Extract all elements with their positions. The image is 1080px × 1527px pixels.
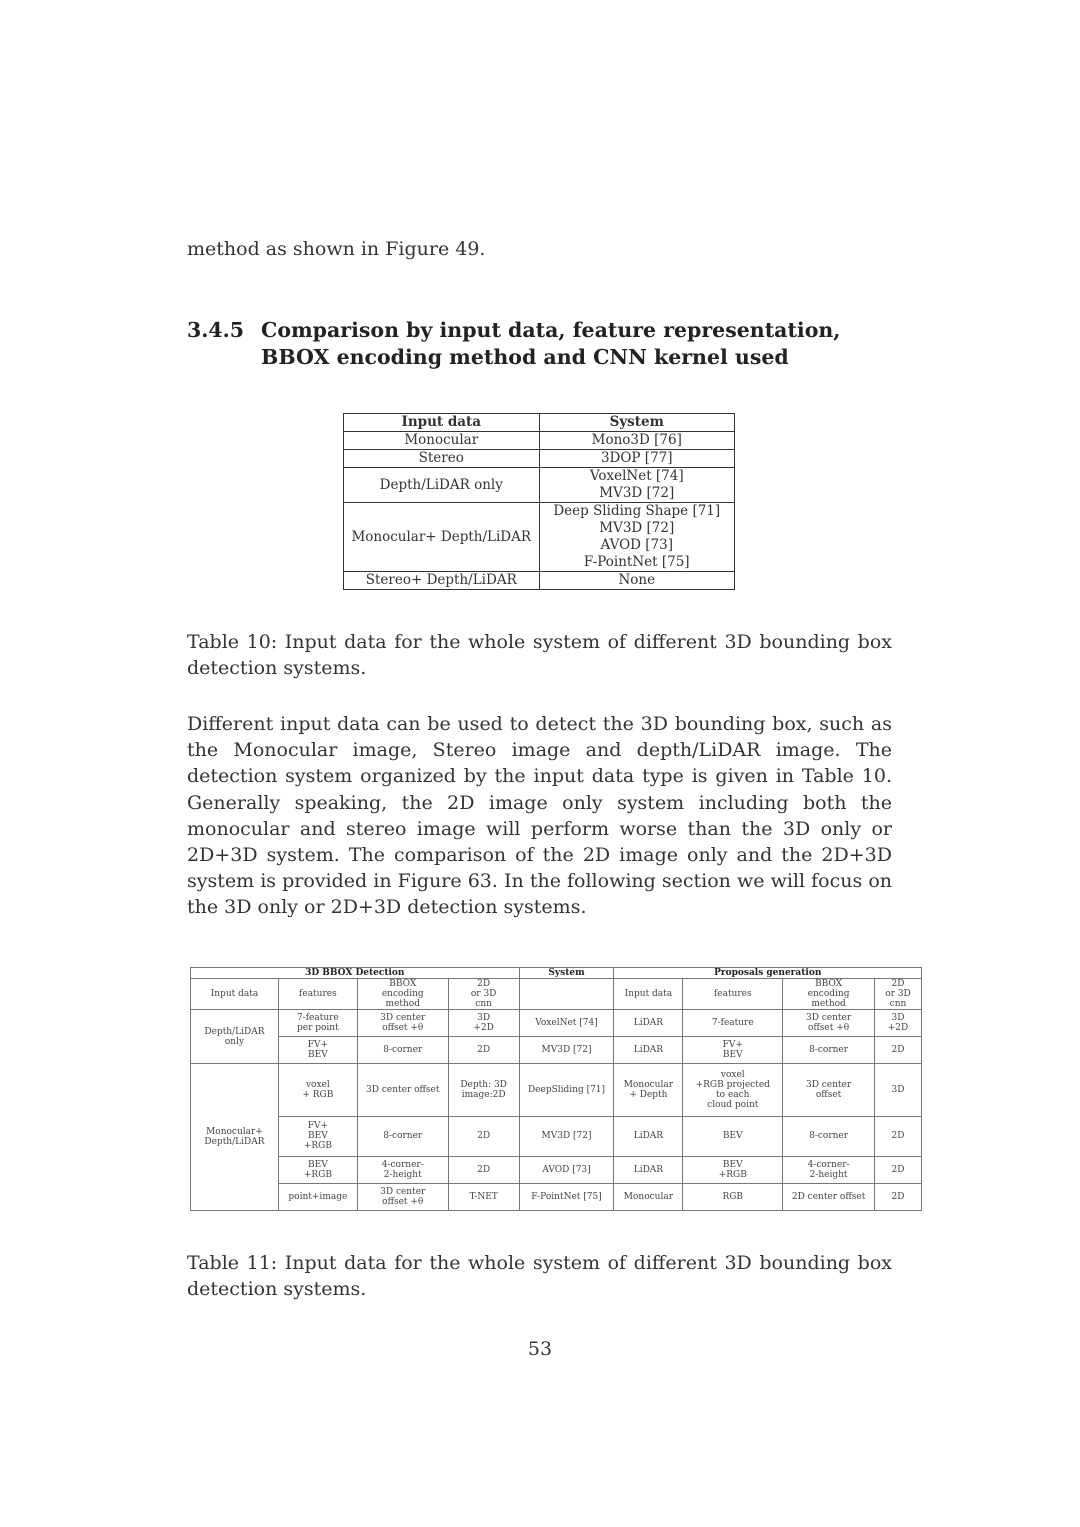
table11-header-bbox <box>357 979 448 1010</box>
cell-line: 3D center <box>380 1186 426 1197</box>
table11-bbox-cell <box>357 1010 448 1037</box>
cell-line: image:2D <box>461 1090 506 1100</box>
paragraph-top: method as shown in Figure 49. <box>187 238 486 260</box>
table-row <box>344 450 735 468</box>
cell-line: to each <box>716 1090 750 1100</box>
cell-line: +RGB <box>718 1169 747 1180</box>
cell-line: Depth/LiDAR <box>204 1137 265 1148</box>
table11-features-cell <box>278 1037 357 1064</box>
cell-line: FV+ <box>307 1121 329 1132</box>
cell-line: 2D <box>477 1045 491 1056</box>
page-number: 53 <box>527 1338 553 1360</box>
table11-p-bbox-cell <box>783 1037 875 1064</box>
cell-line: cloud point <box>707 1100 759 1110</box>
cell-line: offset +θ <box>382 1196 424 1207</box>
table11-dim-cell <box>448 1037 519 1064</box>
header-line: encoding <box>807 989 850 999</box>
table-11 <box>190 967 922 1211</box>
section-number: 3.4.5 <box>187 318 245 342</box>
table11-p-dim-cell <box>875 1183 922 1210</box>
table11-group-proposals: Proposals generation <box>614 968 922 979</box>
table11-system-cell: MV3D [72] <box>519 1116 614 1156</box>
system-name: Mono3D [76] <box>591 432 682 448</box>
cell-line: 2-height <box>809 1169 848 1180</box>
table10-system-cell <box>539 468 735 503</box>
table11-system-cell: MV3D [72] <box>519 1037 614 1064</box>
cell-line: per point <box>297 1023 339 1034</box>
table10-input-cell: Stereo <box>344 450 540 468</box>
cell-line: 3D center <box>805 1013 852 1024</box>
table11-p-input-cell <box>614 1116 683 1156</box>
table10-caption: Table 10: Input data for the whole system of different 3D bounding box detection systems. <box>187 631 892 680</box>
cell-line: 2D <box>477 1164 491 1175</box>
table11-group-detection: 3D BBOX Detection <box>191 968 520 979</box>
table11-dim-cell <box>448 1116 519 1156</box>
table11-system-cell: DeepSliding [71] <box>519 1064 614 1117</box>
table11-p-dim-cell <box>875 1037 922 1064</box>
cell-line: BEV <box>722 1159 743 1170</box>
table11-features-cell <box>278 1156 357 1183</box>
table11-p-bbox-cell <box>783 1064 875 1117</box>
cell-line: FV+ <box>722 1040 743 1051</box>
table10-system-cell <box>539 503 735 572</box>
table11-header-p-dim <box>875 979 922 1010</box>
table11-header-p-bbox <box>783 979 875 1010</box>
cell-line: 7-feature <box>296 1013 339 1024</box>
system-name: Deep Sliding Shape [71] <box>553 503 721 519</box>
cell-line: point+image <box>288 1191 348 1202</box>
header-line: method <box>811 999 846 1009</box>
table11-p-features-cell <box>683 1116 783 1156</box>
cell-line: T-NET <box>469 1191 498 1202</box>
table11-p-bbox-cell <box>783 1010 875 1037</box>
table10-input-cell: Monocular+ Depth/LiDAR <box>344 503 540 572</box>
cell-line: 3D <box>477 1013 491 1024</box>
table11-p-input-cell <box>614 1037 683 1064</box>
table11-features-cell <box>278 1183 357 1210</box>
cell-line: offset +θ <box>807 1023 850 1034</box>
cell-line: +RGB <box>303 1141 332 1152</box>
cell-line: offset <box>815 1090 842 1100</box>
table11-system-cell: VoxelNet [74] <box>519 1010 614 1037</box>
table11-p-input-cell <box>614 1156 683 1183</box>
cell-line: BEV <box>308 1159 328 1170</box>
cell-line: + Depth <box>629 1090 668 1100</box>
table10-header-input: Input data <box>344 414 540 432</box>
table10-input-cell: Stereo+ Depth/LiDAR <box>344 572 540 590</box>
table10-input-cell: Monocular <box>344 432 540 450</box>
table-row <box>191 1010 922 1037</box>
table11-p-dim-cell <box>875 1010 922 1037</box>
table-row <box>344 432 735 450</box>
table11-p-dim-cell <box>875 1156 922 1183</box>
cell-line: RGB <box>722 1191 744 1202</box>
cell-line: Monocular <box>623 1191 674 1202</box>
cell-line: +2D <box>473 1023 494 1034</box>
cell-line: BEV <box>308 1131 328 1142</box>
table11-dim-cell <box>448 1010 519 1037</box>
header-line: cnn <box>889 999 907 1009</box>
table11-input-group-cell <box>191 1064 279 1211</box>
table11-p-input-cell <box>614 1064 683 1117</box>
system-name: F-PointNet [75] <box>583 554 690 570</box>
header-line: or 3D <box>885 989 911 999</box>
table11-p-bbox-cell <box>783 1156 875 1183</box>
cell-line: 3D center offset <box>366 1085 440 1095</box>
table11-input-group-cell <box>191 1010 279 1064</box>
table11-system-cell: AVOD [73] <box>519 1156 614 1183</box>
cell-line: LiDAR <box>633 1045 664 1056</box>
cell-line: voxel <box>305 1080 330 1090</box>
cell-line: FV+ <box>307 1040 329 1051</box>
table11-header-features: features <box>278 979 357 1010</box>
cell-line: 8-corner <box>809 1131 849 1142</box>
cell-line: 8-corner <box>809 1045 849 1056</box>
table11-system-cell: F-PointNet [75] <box>519 1183 614 1210</box>
header-line: 2D <box>477 979 491 989</box>
table11-p-bbox-cell <box>783 1183 875 1210</box>
header-line: BBOX <box>815 979 843 989</box>
cell-line: +2D <box>887 1023 909 1034</box>
table11-dim-cell <box>448 1156 519 1183</box>
table11-header-dim <box>448 979 519 1010</box>
table11-features-cell <box>278 1116 357 1156</box>
system-name: 3DOP [77] <box>600 450 673 466</box>
table11-p-input-cell <box>614 1183 683 1210</box>
cell-line: + RGB <box>302 1090 334 1100</box>
cell-line: 8-corner <box>383 1045 423 1056</box>
system-name: VoxelNet [74] <box>589 468 684 484</box>
cell-line: BEV <box>308 1050 328 1061</box>
table11-features-cell <box>278 1064 357 1117</box>
table11-features-cell <box>278 1010 357 1037</box>
cell-line: 4-corner- <box>807 1159 850 1170</box>
table11-bbox-cell <box>357 1156 448 1183</box>
cell-line: LiDAR <box>633 1164 664 1175</box>
table11-bbox-cell <box>357 1116 448 1156</box>
table11-dim-cell <box>448 1183 519 1210</box>
table11-p-features-cell <box>683 1156 783 1183</box>
cell-line: Depth: 3D <box>460 1080 507 1090</box>
system-name: AVOD [73] <box>600 537 673 553</box>
cell-line: Monocular+ <box>206 1127 263 1138</box>
table-row <box>191 1064 922 1117</box>
cell-line: LiDAR <box>633 1018 664 1029</box>
cell-line: 3D <box>891 1013 905 1024</box>
table11-header-system-empty <box>519 979 614 1010</box>
table11-header-input: Input data <box>191 979 279 1010</box>
body-paragraph: Different input data can be used to detect the 3D bounding box, such as the Monocular image, Stereo image and depth/LiDAR image. The detection system organized by the input data type is given in Table 10. Generally speaking, the 2D image only system including both the monocular and stereo image will perform worse than the 3D only or 2D+3D system. The comparison of the 2D image only and the 2D+3D system is provided in Figure 63. In the following section we will focus on the 3D only or 2D+3D detection systems. <box>187 713 892 919</box>
cell-line: 3D center <box>380 1013 426 1024</box>
table-row <box>191 1116 922 1156</box>
table11-dim-cell <box>448 1064 519 1117</box>
table11-caption: Table 11: Input data for the whole system of different 3D bounding box detection systems. <box>187 1252 892 1301</box>
table11-header-p-input: Input data <box>614 979 683 1010</box>
table11-p-input-cell <box>614 1010 683 1037</box>
table-10 <box>343 413 735 590</box>
header-line: method <box>385 999 420 1009</box>
cell-line: LiDAR <box>633 1131 664 1142</box>
cell-line: offset +θ <box>382 1023 424 1034</box>
cell-line: 8-corner <box>383 1131 423 1142</box>
cell-line: 2D <box>891 1045 905 1056</box>
cell-line: voxel <box>720 1070 745 1080</box>
table11-group-system: System <box>519 968 614 979</box>
cell-line: 3D <box>891 1085 905 1095</box>
table11-p-features-cell <box>683 1010 783 1037</box>
cell-line: 4-corner- <box>381 1159 424 1170</box>
system-name: None <box>618 572 656 588</box>
header-line: or 3D <box>470 989 497 999</box>
table11-bbox-cell <box>357 1037 448 1064</box>
table10-header-system: System <box>539 414 735 432</box>
table11-p-dim-cell <box>875 1064 922 1117</box>
header-line: cnn <box>475 999 492 1009</box>
table11-p-features-cell <box>683 1064 783 1117</box>
system-name: MV3D [72] <box>599 520 675 536</box>
cell-line: 2-height <box>383 1169 422 1180</box>
cell-line: 2D <box>891 1164 905 1175</box>
table10-input-cell: Depth/LiDAR only <box>344 468 540 503</box>
header-line: 2D <box>891 979 905 989</box>
cell-line: BEV <box>722 1131 743 1142</box>
header-line: encoding <box>381 989 424 999</box>
cell-line: 2D <box>477 1131 491 1142</box>
header-line: BBOX <box>389 979 417 989</box>
table11-header-p-features: features <box>683 979 783 1010</box>
cell-line: Depth/LiDAR <box>204 1026 265 1037</box>
table10-system-cell <box>539 572 735 590</box>
table11-bbox-cell <box>357 1064 448 1117</box>
cell-line: 7-feature <box>711 1018 754 1029</box>
cell-line: +RGB <box>303 1169 332 1180</box>
table-row <box>191 1037 922 1064</box>
cell-line: 3D center <box>805 1080 852 1090</box>
table10-system-cell <box>539 450 735 468</box>
section-title: Comparison by input data, feature representation, BBOX encoding method and CNN kernel used <box>261 318 841 369</box>
cell-line: 2D <box>891 1131 905 1142</box>
table-row <box>191 1156 922 1183</box>
table11-p-features-cell <box>683 1037 783 1064</box>
table11-p-dim-cell <box>875 1116 922 1156</box>
cell-line: only <box>224 1036 245 1047</box>
table-row <box>344 503 735 572</box>
cell-line: +RGB projected <box>695 1080 770 1090</box>
table-row <box>191 1183 922 1210</box>
table10-system-cell <box>539 432 735 450</box>
system-name: MV3D [72] <box>599 485 675 501</box>
table11-p-features-cell <box>683 1183 783 1210</box>
cell-line: Monocular <box>623 1080 674 1090</box>
table-row <box>344 572 735 590</box>
cell-line: BEV <box>722 1050 743 1061</box>
table-row <box>344 468 735 503</box>
cell-line: 2D <box>891 1191 905 1202</box>
table11-p-bbox-cell <box>783 1116 875 1156</box>
cell-line: 2D center offset <box>791 1191 866 1202</box>
table11-bbox-cell <box>357 1183 448 1210</box>
